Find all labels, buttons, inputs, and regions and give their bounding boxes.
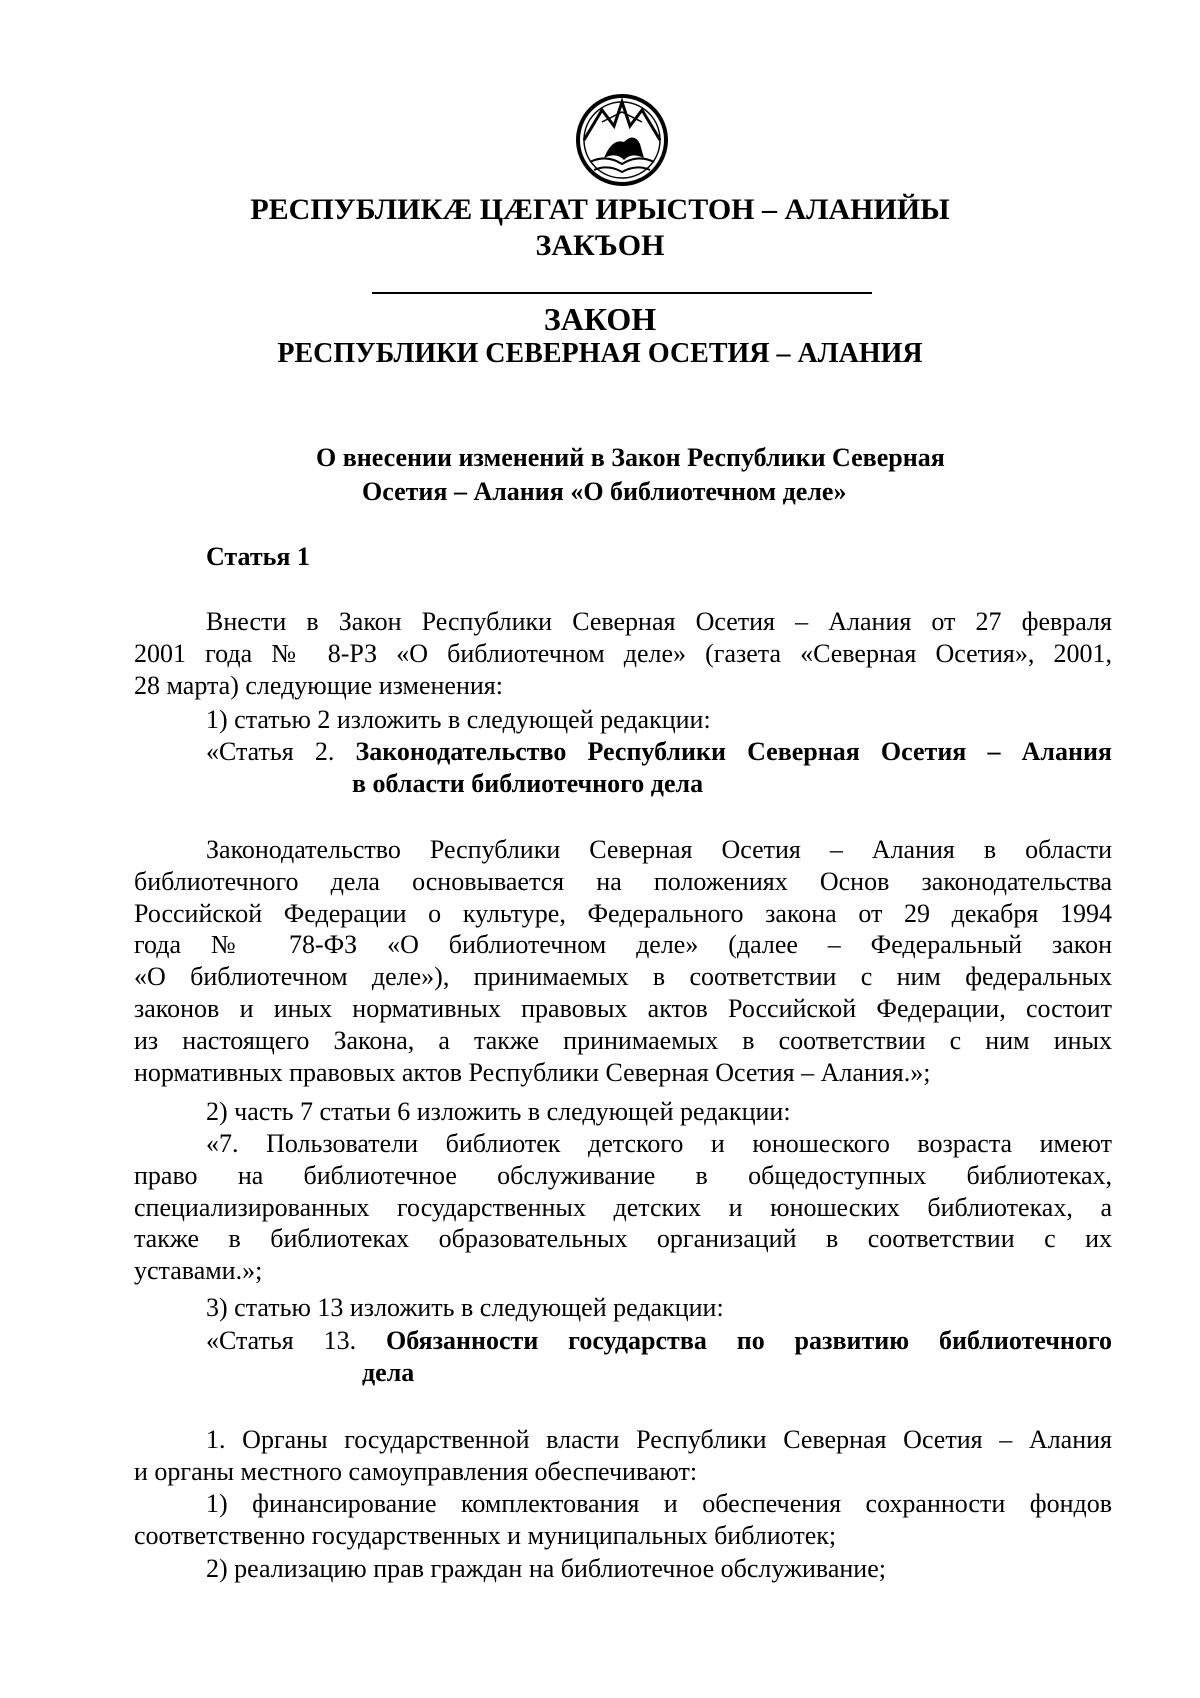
ossetian-republic-heading: РЕСПУБЛИКÆ ЦÆГАТ ИРЫСТОН – АЛАНИЙЫ: [250, 193, 950, 226]
article-13-subitem-2: 2) реализацию прав граждан на библиотечное обслуживание;: [206, 1554, 886, 1583]
article-13-title: Обязанности государства по развитию библиотечного: [385, 1326, 1112, 1355]
russian-law-heading: ЗАКОН: [543, 301, 657, 337]
amendment-item-3: 3) статью 13 изложить в следующей редакции:: [206, 1293, 724, 1322]
body-line: Российской Федерации о культуре, Федерального закона от 29 декабря 1994: [134, 898, 1112, 928]
intro-line: Внести в Закон Республики Северная Осетия – Алания от 27 февраля: [206, 607, 1112, 636]
paragraph-line: и органы местного самоуправления обеспечивают:: [134, 1456, 698, 1486]
article-2-body: [134, 834, 1112, 1088]
subitem-line: соответственно государственных и муниципальных библиотек;: [134, 1520, 837, 1550]
part-7-line: уставами.»;: [134, 1256, 263, 1286]
body-line: Законодательство Республики Северная Осетия – Алания в области: [206, 835, 1112, 864]
article-13-prefix: «Статья 13.: [206, 1326, 357, 1355]
article-2-prefix: «Статья 2.: [206, 737, 335, 766]
article-13-title-line-1: [206, 1325, 1112, 1357]
ossetian-law-heading: ЗАКЪОН: [535, 229, 665, 262]
part-7-line: «7. Пользователи библиотек детского и юношеского возраста имеют: [206, 1129, 1112, 1158]
law-title-line-1: О внесении изменений в Закон Республики Северная: [316, 443, 945, 472]
article-2-title-line-1: [206, 736, 1112, 768]
article-1-intro: [134, 606, 1112, 701]
body-line: нормативных правовых актов Республики Северная Осетия – Алания.»;: [134, 1057, 931, 1087]
intro-line: 28 марта) следующие изменения:: [134, 670, 503, 700]
intro-line: 2001 года № 8-РЗ «О библиотечном деле» (газета «Северная Осетия», 2001,: [134, 638, 1112, 668]
body-line: законов и иных нормативных правовых актов Российской Федерации, состоит: [134, 993, 1112, 1023]
part-7-text: [134, 1128, 1112, 1287]
subitem-line: 1) финансирование комплектования и обеспечения сохранности фондов: [206, 1489, 1112, 1518]
article-13-subitem-1: [134, 1488, 1112, 1552]
body-line: года № 78-ФЗ «О библиотечном деле» (далее – Федеральный закон: [134, 930, 1112, 960]
article-13-title-line-2: дела: [362, 1358, 415, 1387]
amendment-item-2: 2) часть 7 статьи 6 изложить в следующей редакции:: [206, 1097, 791, 1126]
article-2-title-line-2: в области библиотечного дела: [352, 769, 704, 798]
part-7-line: также в библиотеках образовательных организаций в соответствии с их: [134, 1224, 1112, 1254]
russian-republic-heading: РЕСПУБЛИКИ СЕВЕРНАЯ ОСЕТИЯ – АЛАНИЯ: [277, 338, 923, 369]
part-7-line: право на библиотечное обслуживание в общедоступных библиотеках,: [134, 1160, 1112, 1190]
article-13-paragraph-1: [134, 1424, 1112, 1488]
body-line: «О библиотечном деле»), принимаемых в соответствии с ним федеральных: [134, 962, 1112, 992]
law-title-line-2: Осетия – Алания «О библиотечном деле»: [362, 477, 847, 506]
paragraph-line: 1. Органы государственной власти Республики Северная Осетия – Алания: [206, 1425, 1112, 1454]
article-2-title: Законодательство Республики Северная Осетия – Алания: [355, 737, 1112, 766]
part-7-line: специализированных государственных детских и юношеских библиотеках, а: [134, 1192, 1112, 1222]
heading-divider: [372, 292, 872, 294]
body-line: библиотечного дела основывается на положениях Основ законодательства: [134, 866, 1112, 896]
coat-of-arms-emblem-icon: [572, 88, 672, 188]
article-1-heading: Статья 1: [206, 542, 310, 571]
body-line: из настоящего Закона, а также принимаемых в соответствии с ним иных: [134, 1025, 1112, 1055]
amendment-item-1: 1) статью 2 изложить в следующей редакции:: [206, 705, 711, 734]
